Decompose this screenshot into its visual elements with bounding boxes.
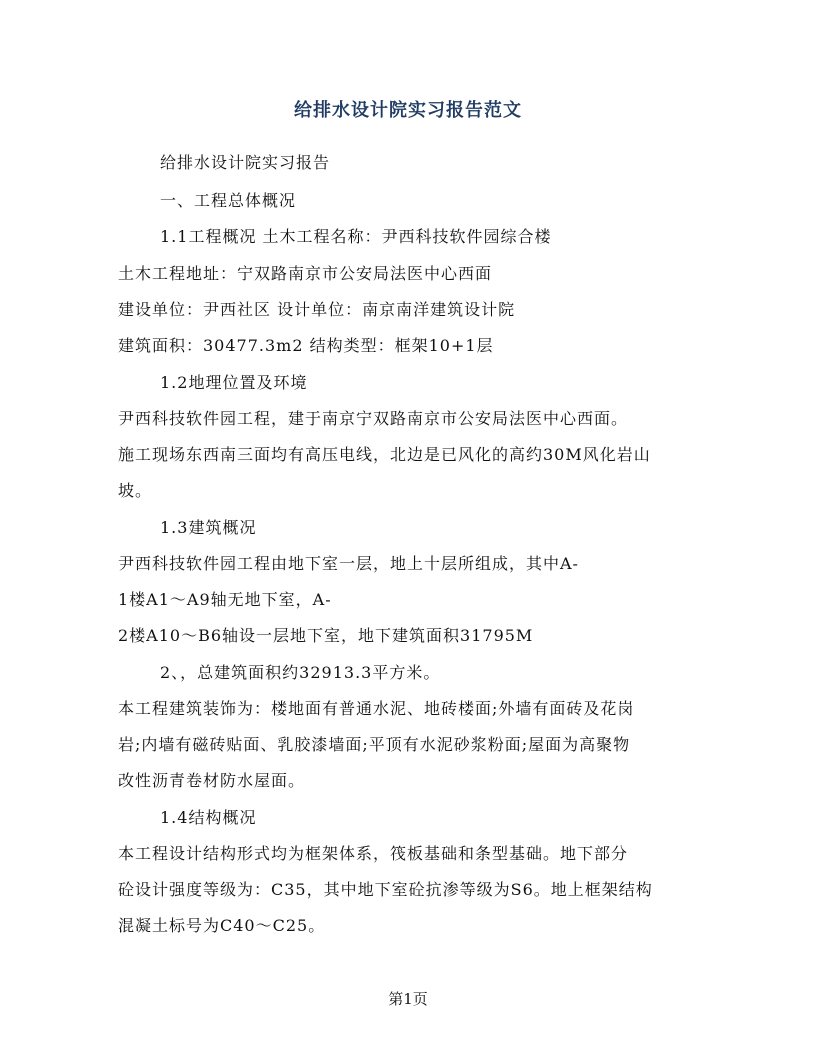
paragraph-line: 坡。 <box>118 481 153 500</box>
paragraph-line: 本工程建筑装饰为：楼地面有普通水泥、地砖楼面;外墙有面砖及花岗 <box>118 699 635 718</box>
paragraph-line: 岩;内墙有磁砖贴面、乳胶漆墙面;平顶有水泥砂浆粉面;屋面为高聚物 <box>118 735 631 754</box>
paragraph-line: 尹西科技软件园工程由地下室一层，地上十层所组成，其中A- <box>118 554 579 573</box>
paragraph-line: 土木工程地址：宁双路南京市公安局法医中心西面 <box>118 264 493 283</box>
subsection-1-4: 1.4结构概况 <box>160 808 257 827</box>
paragraph-line: 建筑面积：30477.3m2 结构类型：框架10+1层 <box>118 336 494 355</box>
page-number: 第1页 <box>388 990 428 1008</box>
document-title: 给排水设计院实习报告范文 <box>294 100 522 121</box>
subsection-1-1: 1.1工程概况 土木工程名称：尹西科技软件园综合楼 <box>160 227 552 246</box>
section-heading-1: 一、工程总体概况 <box>160 191 297 210</box>
paragraph-line: 建设单位：尹西社区 设计单位：南京南洋建筑设计院 <box>118 300 516 319</box>
paragraph-line: 砼设计强度等级为：C35，其中地下室砼抗渗等级为S6。地上框架结构 <box>118 880 653 899</box>
subsection-1-3: 1.3建筑概况 <box>160 518 257 537</box>
subsection-1-2: 1.2地理位置及环境 <box>160 373 308 392</box>
paragraph-line: 尹西科技软件园工程，建于南京宁双路南京市公安局法医中心西面。 <box>118 409 629 428</box>
report-heading: 给排水设计院实习报告 <box>160 153 331 172</box>
paragraph-line: 混凝土标号为C40～C25。 <box>118 916 326 935</box>
paragraph-line: 2、，总建筑面积约32913.3平方米。 <box>160 663 441 682</box>
paragraph-line: 1楼A1～A9轴无地下室，A- <box>118 590 332 609</box>
paragraph-line: 2楼A10～B6轴设一层地下室，地下建筑面积31795M <box>118 626 534 645</box>
paragraph-line: 施工现场东西南三面均有高压电线，北边是已风化的高约30M风化岩山 <box>118 445 651 464</box>
paragraph-line: 改性沥青卷材防水屋面。 <box>118 771 306 790</box>
paragraph-line: 本工程设计结构形式均为框架体系，筏板基础和条型基础。地下部分 <box>118 844 629 863</box>
